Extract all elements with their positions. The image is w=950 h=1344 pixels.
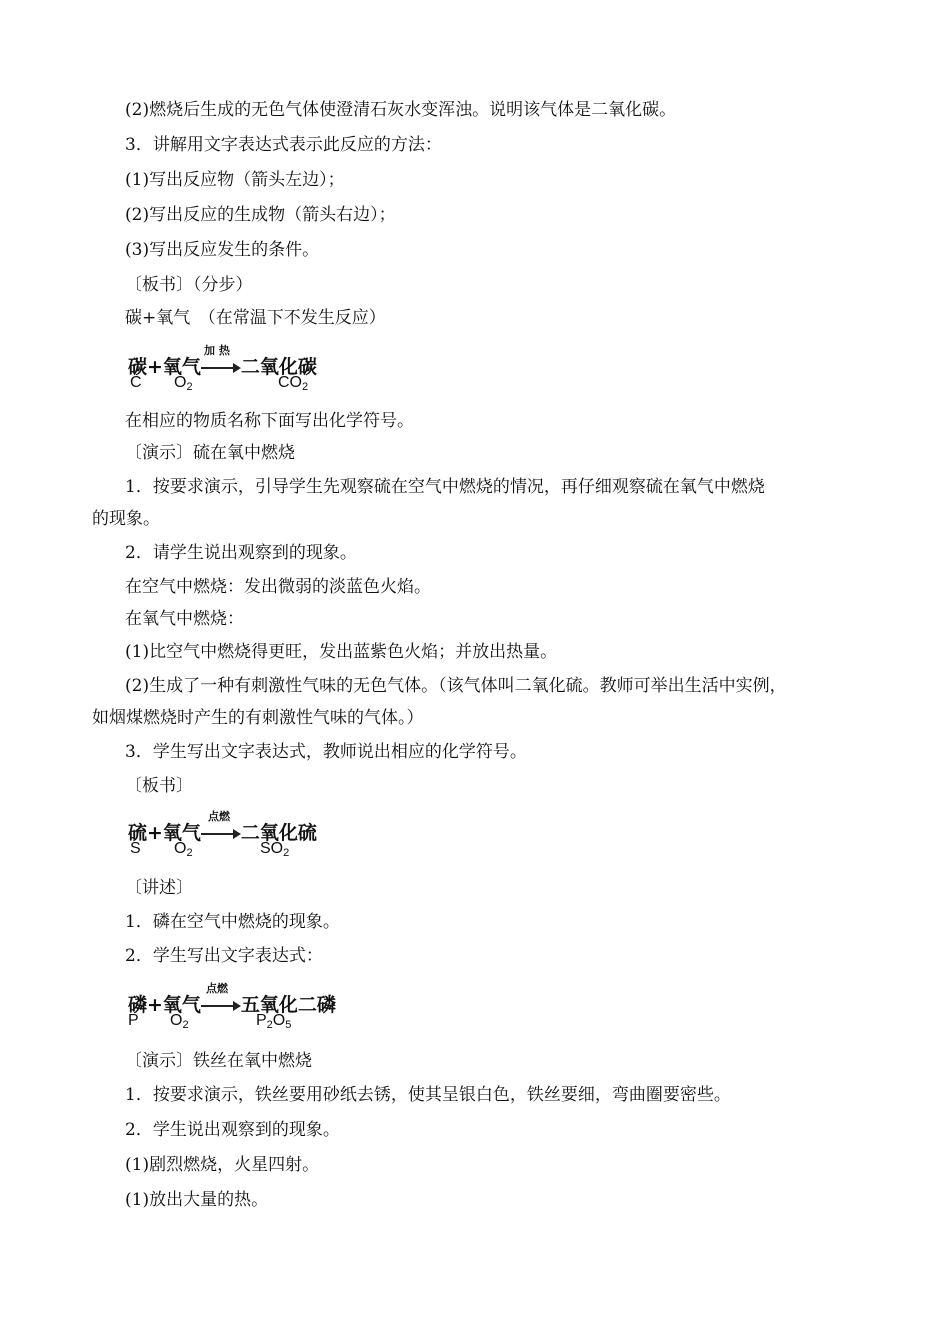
- text-line: 2．请学生说出观察到的现象。: [125, 543, 357, 563]
- text-line: (2)生成了一种有刺激性气味的无色气体。（该气体叫二氧化硫。教师可举出生活中实例，: [125, 676, 787, 696]
- text-line: 3．学生写出文字表达式，教师说出相应的化学符号。: [125, 742, 527, 762]
- text-line: 在空气中燃烧：发出微弱的淡蓝色火焰。: [125, 577, 431, 597]
- text-line: 1．磷在空气中燃烧的现象。: [125, 912, 340, 932]
- equation-condition: 点燃: [208, 810, 230, 823]
- text-line: (1)比空气中燃烧得更旺，发出蓝紫色火焰；并放出热量。: [125, 642, 558, 662]
- text-line: 1．按要求演示，铁丝要用砂纸去锈，使其呈银白色，铁丝要细，弯曲圈要密些。: [125, 1085, 731, 1105]
- equation-reactants: 硫+氧气: [128, 822, 201, 844]
- reaction-arrow-icon: [201, 1000, 241, 1012]
- text-line: 如烟煤燃烧时产生的有刺激性气味的气体。）: [92, 708, 424, 728]
- section-heading: 〔讲述〕: [125, 878, 193, 898]
- carbon-equation: [128, 344, 368, 392]
- text-line: 在氧气中燃烧：: [125, 609, 244, 629]
- text-line: (1)剧烈燃烧，火星四射。: [125, 1155, 320, 1175]
- text-line: (1)写出反应物（箭头左边）；: [125, 170, 345, 190]
- symbol: S: [130, 840, 141, 857]
- text-line: 2．学生写出文字表达式：: [125, 946, 323, 966]
- equation-product: 二氧化碳: [240, 356, 317, 378]
- equation-reactants: 磷+氧气: [128, 994, 201, 1016]
- text-line: 3．讲解用文字表达式表示此反应的方法：: [125, 135, 442, 155]
- section-heading: 〔演示〕铁丝在氧中燃烧: [125, 1051, 312, 1071]
- board-label: 〔板书〕（分步）: [125, 275, 253, 295]
- text-line: (2)写出反应的生成物（箭头右边）；: [125, 205, 396, 225]
- text-line: (1)放出大量的热。: [125, 1190, 269, 1210]
- text-line: 2．学生说出观察到的现象。: [125, 1120, 340, 1140]
- sulfur-equation: [128, 810, 368, 858]
- reaction-arrow-icon: [201, 828, 241, 840]
- symbol: $P_2O_5$: [256, 1012, 292, 1031]
- board-label: 〔板书〕: [125, 776, 193, 796]
- section-heading: 〔演示〕硫在氧中燃烧: [125, 443, 295, 463]
- equation-condition: 点燃: [206, 982, 228, 995]
- symbol: $CO_2$: [278, 374, 309, 393]
- symbol: C: [130, 374, 142, 391]
- text-line: 碳+氧气 （在常温下不发生反应）: [125, 308, 386, 328]
- equation-condition: 加 热: [204, 344, 230, 357]
- text-line: 1．按要求演示，引导学生先观察硫在空气中燃烧的情况，再仔细观察硫在氧气中燃烧: [125, 477, 765, 497]
- equation-product: 二氧化硫: [240, 822, 317, 844]
- symbol: $SO_2$: [260, 840, 290, 859]
- text-line: 在相应的物质名称下面写出化学符号。: [125, 411, 414, 431]
- equation-reactants: 碳+氧气: [128, 356, 201, 378]
- text-line: 的现象。: [92, 509, 160, 529]
- symbol: $O_2$: [170, 1012, 189, 1031]
- text-line: (3)写出反应发生的条件。: [125, 240, 320, 260]
- symbol: P: [128, 1012, 139, 1029]
- symbol: $O_2$: [174, 374, 193, 393]
- phosphorus-equation: [128, 982, 368, 1030]
- text-line: (2)燃烧后生成的无色气体使澄清石灰水变浑浊。说明该气体是二氧化碳。: [125, 100, 677, 120]
- symbol: $O_2$: [174, 840, 193, 859]
- reaction-arrow-icon: [201, 362, 241, 374]
- equation-product: 五氧化二磷: [240, 994, 336, 1016]
